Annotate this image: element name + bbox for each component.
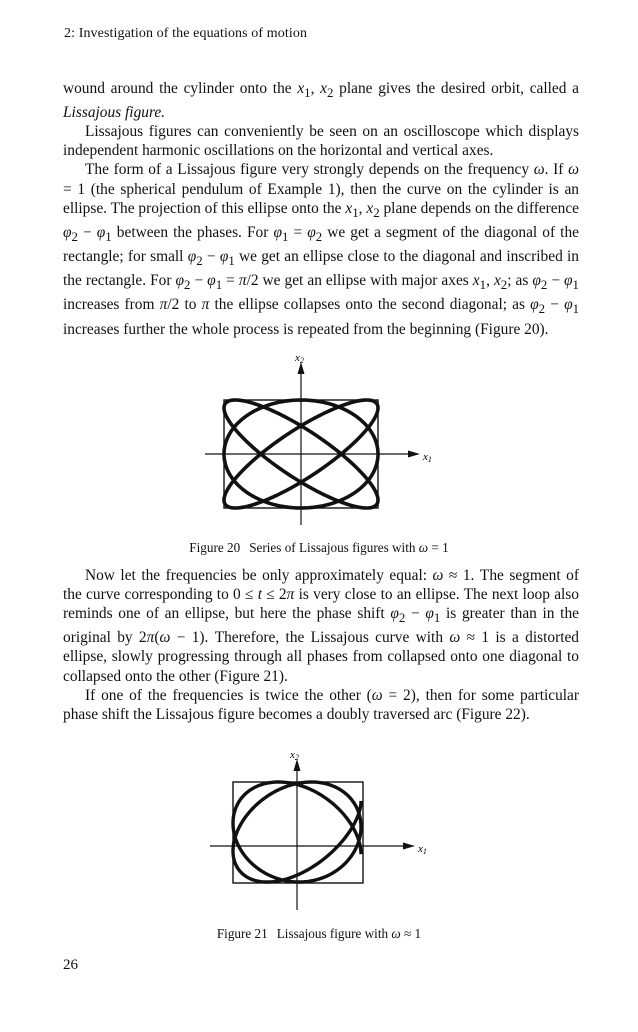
x1-axis-arrow	[403, 843, 415, 850]
figure-21-caption-text: Lissajous figure with ω ≈ 1	[276, 926, 422, 941]
figure-20-diagram	[0, 350, 638, 530]
figure-21	[0, 742, 638, 922]
running-head: 2: Investigation of the equations of motion	[64, 26, 308, 41]
x2-axis-label: x2	[290, 749, 299, 762]
paragraph: Now let the frequencies be only approximately equal: ω ≈ 1. The segment of the curve corresponding to 0 ≤ t ≤ 2π is very close to an ellipse. The next loop also reminds one of an ellipse, but here the phase shift $\varphi_2 - \varphi_1$ is greater than in the original by 2π(ω − 1). Therefore, the Lissajous curve with ω ≈ 1 is a distorted ellipse, slowly progressing through all phases from collapsed onto one diagonal to collapsed onto the other (Figure 21).	[63, 567, 579, 685]
x1-axis-label: x1	[418, 843, 427, 856]
x1-axis-label: x1	[423, 451, 432, 464]
x2-axis-label: x2	[295, 352, 304, 365]
figure-20-label: Figure 20	[189, 540, 241, 555]
page-number: 26	[63, 957, 78, 973]
figure-20	[0, 350, 638, 530]
bounding-rectangle	[233, 782, 363, 883]
paragraph: If one of the frequencies is twice the other (ω = 2), then for some particular phase shift the Lissajous figure becomes a doubly traversed arc (Figure 22).	[63, 686, 579, 723]
figure-20-caption-text: Series of Lissajous figures with ω = 1	[249, 540, 449, 555]
figure-21-label: Figure 21	[216, 926, 268, 941]
figure-21-diagram	[0, 742, 638, 922]
paragraph: Lissajous figures can conveniently be seen on an oscilloscope which displays independent harmonic oscillations on the horizontal and vertical axes.	[63, 123, 579, 160]
paragraph: The form of a Lissajous figure very strongly depends on the frequency ω. If ω = 1 (the spherical pendulum of Example 1), then the curve on the cylinder is an ellipse. The projection of this ellipse onto the $x_1$, $x_2$ plane depends on the difference $\varphi_2 - \varphi_1$ between the phases. For $\varphi_1 = \varphi_2$ we get a segment of the diagonal of the rectangle; for small $\varphi_2 - \varphi_1$ we get an ellipse close to the diagonal and inscribed in the rectangle. For $\varphi_2 - \varphi_1 = \pi/2$ we get an ellipse with major axes $x_1$, $x_2$; as $\varphi_2 - \varphi_1$ increases from π/2 to π the ellipse collapses onto the second diagonal; as $\varphi_2 - \varphi_1$ increases further the whole process is repeated from the beginning (Figure 20).	[63, 161, 580, 338]
paragraph: wound around the cylinder onto the $x_1$, $x_2$ plane gives the desired orbit, called a Lissajous figure.	[63, 80, 579, 122]
figure-21-caption	[0, 926, 638, 942]
body-text-top	[63, 79, 579, 339]
figure-20-caption	[0, 540, 638, 556]
body-text-bottom	[63, 566, 579, 724]
x1-axis-arrow	[408, 451, 420, 458]
